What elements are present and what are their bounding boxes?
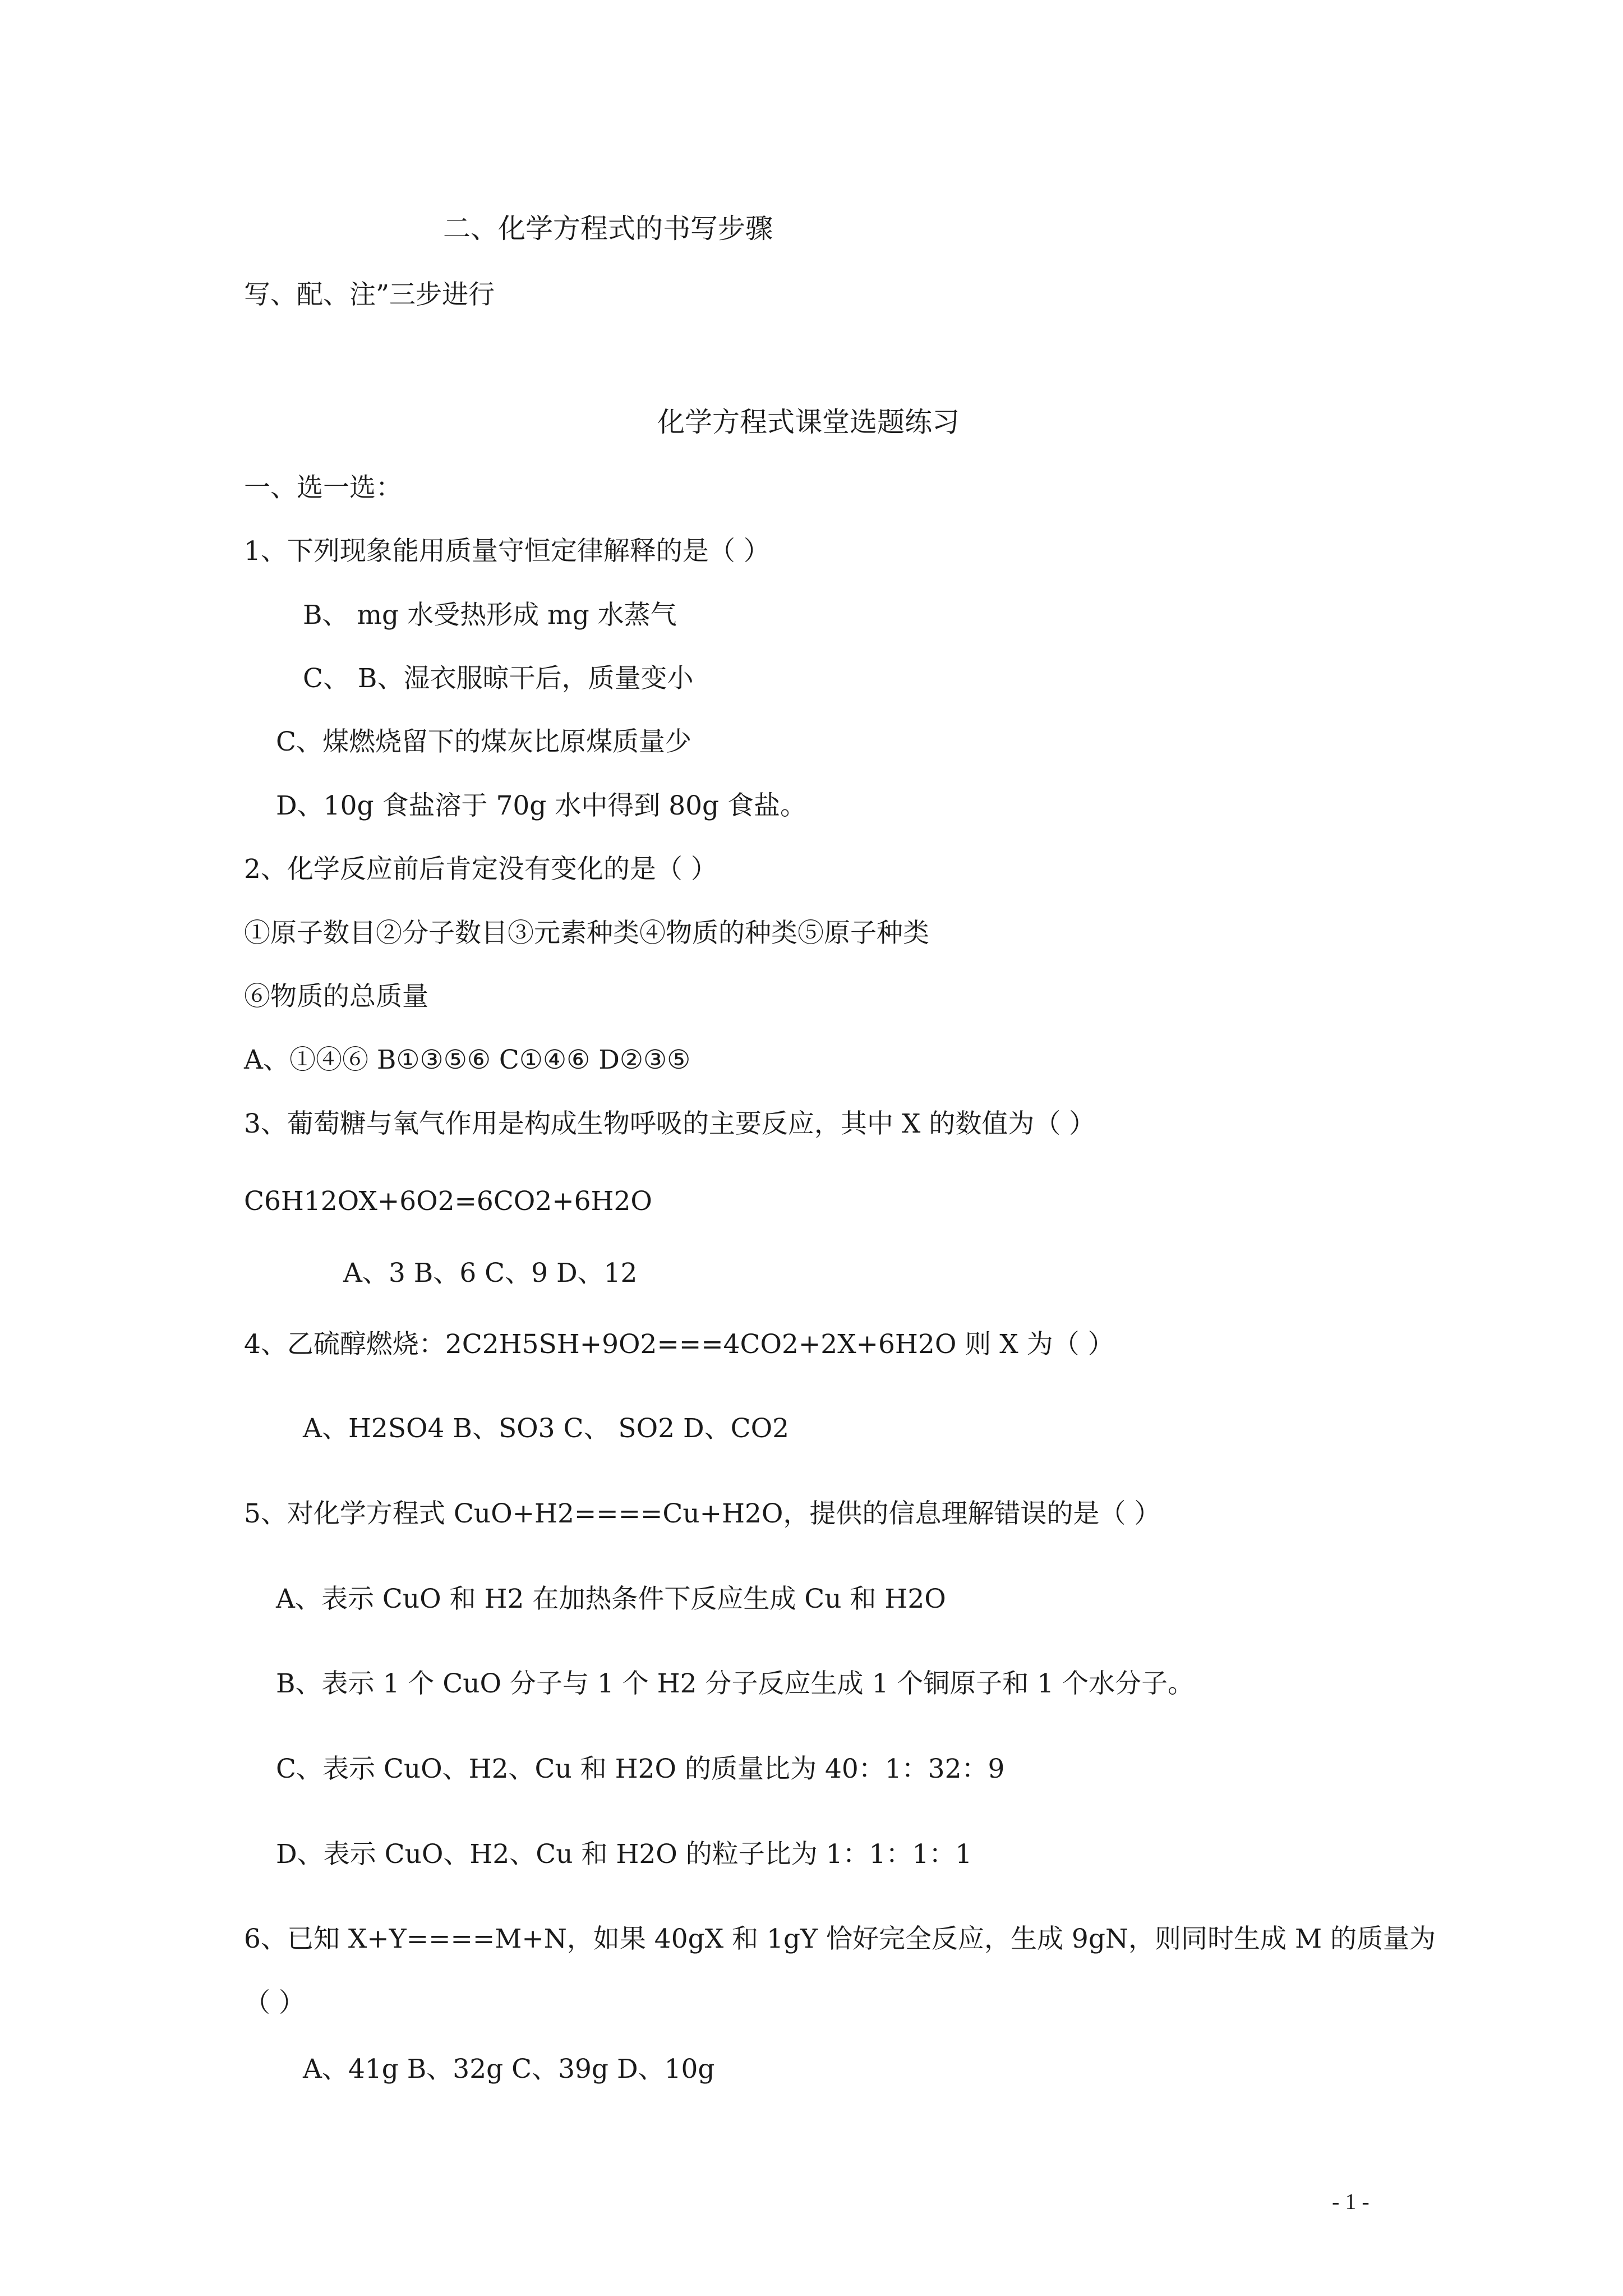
question-2-items: ①原子数目②分子数目③元素种类④物质的种类⑤原子种类 — [244, 918, 929, 949]
question-1-stem: 1、下列现象能用质量守恒定律解释的是（ ） — [244, 536, 770, 567]
steps-line: 写、配、注”三步进行 — [244, 279, 495, 310]
question-4-stem: 4、乙硫醇燃烧：2C2H5SH+9O2===4CO2+2X+6H2O 则 X 为（ ） — [244, 1329, 1114, 1360]
question-1-option: B、 mg 水受热形成 mg 水蒸气 — [303, 600, 677, 631]
question-5-option: A、表示 CuO 和 H2 在加热条件下反应生成 Cu 和 H2O — [276, 1584, 946, 1614]
page-number: - 1 - — [1332, 2189, 1370, 2214]
question-2-stem: 2、化学反应前后肯定没有变化的是（ ） — [244, 854, 717, 885]
question-4-choices: A、H2SO4 B、SO3 C、 SO2 D、CO2 — [303, 1413, 790, 1444]
section-heading: 二、化学方程式的书写步骤 — [443, 213, 773, 245]
question-5-stem: 5、对化学方程式 CuO+H2====Cu+H2O，提供的信息理解错误的是（ ） — [244, 1498, 1161, 1529]
part-one-heading: 一、选一选： — [244, 472, 402, 503]
question-5-option: C、表示 CuO、H2、Cu 和 H2O 的质量比为 40：1：32：9 — [276, 1754, 1005, 1784]
question-3-equation: C6H12OX+6O2=6CO2+6H2O — [244, 1186, 652, 1217]
question-1-option: D、10g 食盐溶于 70g 水中得到 80g 食盐。 — [276, 790, 807, 821]
question-5-option: D、表示 CuO、H2、Cu 和 H2O 的粒子比为 1：1：1：1 — [276, 1839, 972, 1870]
question-2-items: ⑥物质的总质量 — [244, 981, 428, 1012]
question-1-option: C、煤燃烧留下的煤灰比原煤质量少 — [276, 726, 691, 757]
exercise-title: 化学方程式课堂选题练习 — [657, 406, 960, 438]
question-3-stem: 3、葡萄糖与氧气作用是构成生物呼吸的主要反应，其中 X 的数值为（ ） — [244, 1108, 1096, 1139]
question-6-stem: 6、已知 X+Y====M+N，如果 40gX 和 1gY 恰好完全反应，生成 9gN，则同时生成 M 的质量为 — [244, 1924, 1436, 1954]
question-2-choices: A、①④⑥ B①③⑤⑥ C①④⑥ D②③⑤ — [244, 1045, 691, 1075]
question-1-option: C、 B、湿衣服晾干后，质量变小 — [303, 663, 694, 694]
question-3-choices: A、3 B、6 C、9 D、12 — [343, 1258, 638, 1289]
question-5-option: B、表示 1 个 CuO 分子与 1 个 H2 分子反应生成 1 个铜原子和 1 个水分子。 — [276, 1668, 1195, 1699]
question-6-blank: （ ） — [244, 1987, 305, 2018]
question-6-choices: A、41g B、32g C、39g D、10g — [303, 2054, 715, 2085]
